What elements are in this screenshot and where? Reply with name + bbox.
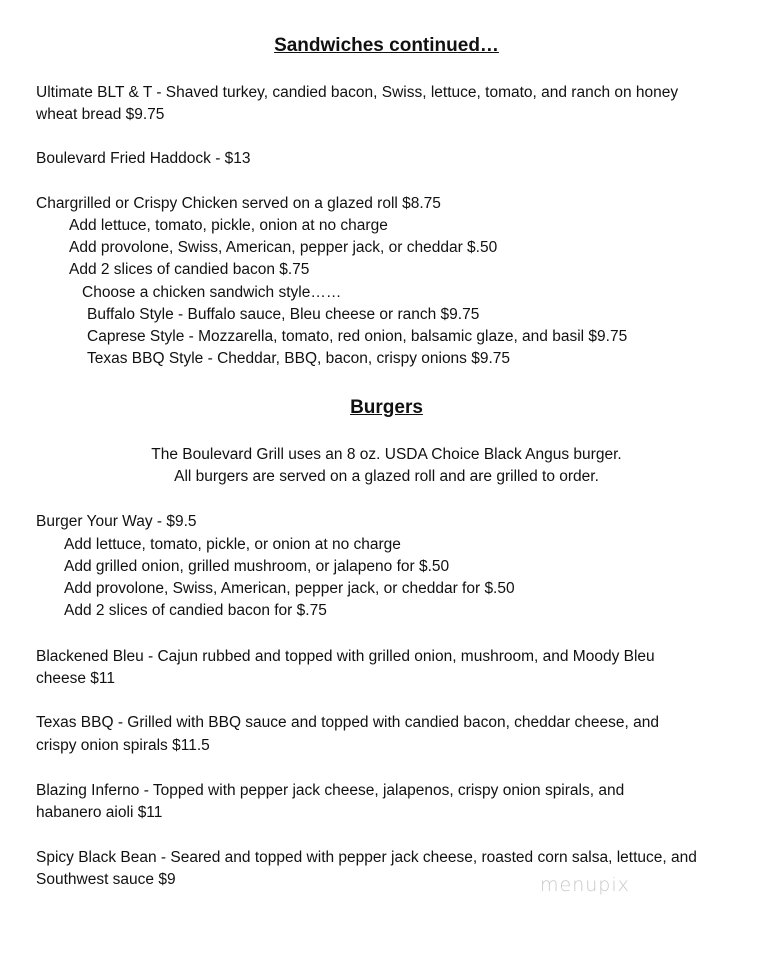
burger-addon: Add grilled onion, grilled mushroom, or jalapeno for $.50 xyxy=(64,558,450,575)
chicken-style: Caprese Style - Mozzarella, tomato, red onion, balsamic glaze, and basil $9.75 xyxy=(87,328,628,345)
chicken-addon: Add provolone, Swiss, American, pepper jack, or cheddar $.50 xyxy=(69,239,498,256)
chicken-style-prompt: Choose a chicken sandwich style…… xyxy=(82,284,342,301)
burger-addon: Add provolone, Swiss, American, pepper jack, or cheddar for $.50 xyxy=(64,580,515,597)
chicken-addon: Add 2 slices of candied bacon $.75 xyxy=(69,261,310,278)
burger-item-line1: Blackened Bleu - Cajun rubbed and topped with grilled onion, mushroom, and Moody Bleu xyxy=(36,648,655,665)
burger-item-line2: Southwest sauce $9 xyxy=(36,871,176,888)
burgers-intro-line1: The Boulevard Grill uses an 8 oz. USDA Choice Black Angus burger. xyxy=(151,446,622,463)
burger-item-line1: Spicy Black Bean - Seared and topped with pepper jack cheese, roasted corn salsa, lettuce, and xyxy=(36,849,697,866)
burgers-intro-line2: All burgers are served on a glazed roll and are grilled to order. xyxy=(174,468,599,485)
sandwiches-heading: Sandwiches continued… xyxy=(274,35,499,56)
blt-line2: wheat bread $9.75 xyxy=(36,106,165,123)
burger-item-line1: Texas BBQ - Grilled with BBQ sauce and topped with candied bacon, cheddar cheese, and xyxy=(36,714,659,731)
burger-item-line2: crispy onion spirals $11.5 xyxy=(36,737,210,754)
burger-item-line1: Blazing Inferno - Topped with pepper jack cheese, jalapenos, crispy onion spirals, and xyxy=(36,782,625,799)
burger-item-line2: cheese $11 xyxy=(36,670,115,687)
chicken-style: Buffalo Style - Buffalo sauce, Bleu cheese or ranch $9.75 xyxy=(87,306,480,323)
haddock-item: Boulevard Fried Haddock - $13 xyxy=(36,150,251,167)
burger-your-way: Burger Your Way - $9.5 xyxy=(36,513,197,530)
burger-addon: Add lettuce, tomato, pickle, or onion at no charge xyxy=(64,536,401,553)
burgers-heading: Burgers xyxy=(350,397,423,418)
chicken-style: Texas BBQ Style - Cheddar, BBQ, bacon, crispy onions $9.75 xyxy=(87,350,511,367)
watermark-logo: menupix xyxy=(540,874,630,896)
blt-line1: Ultimate BLT & T - Shaved turkey, candied bacon, Swiss, lettuce, tomato, and ranch on honey xyxy=(36,84,679,101)
chicken-addon: Add lettuce, tomato, pickle, onion at no charge xyxy=(69,217,388,234)
burger-item-line2: habanero aioli $11 xyxy=(36,804,163,821)
burger-addon: Add 2 slices of candied bacon for $.75 xyxy=(64,602,327,619)
chicken-item: Chargrilled or Crispy Chicken served on a glazed roll $8.75 xyxy=(36,195,441,212)
